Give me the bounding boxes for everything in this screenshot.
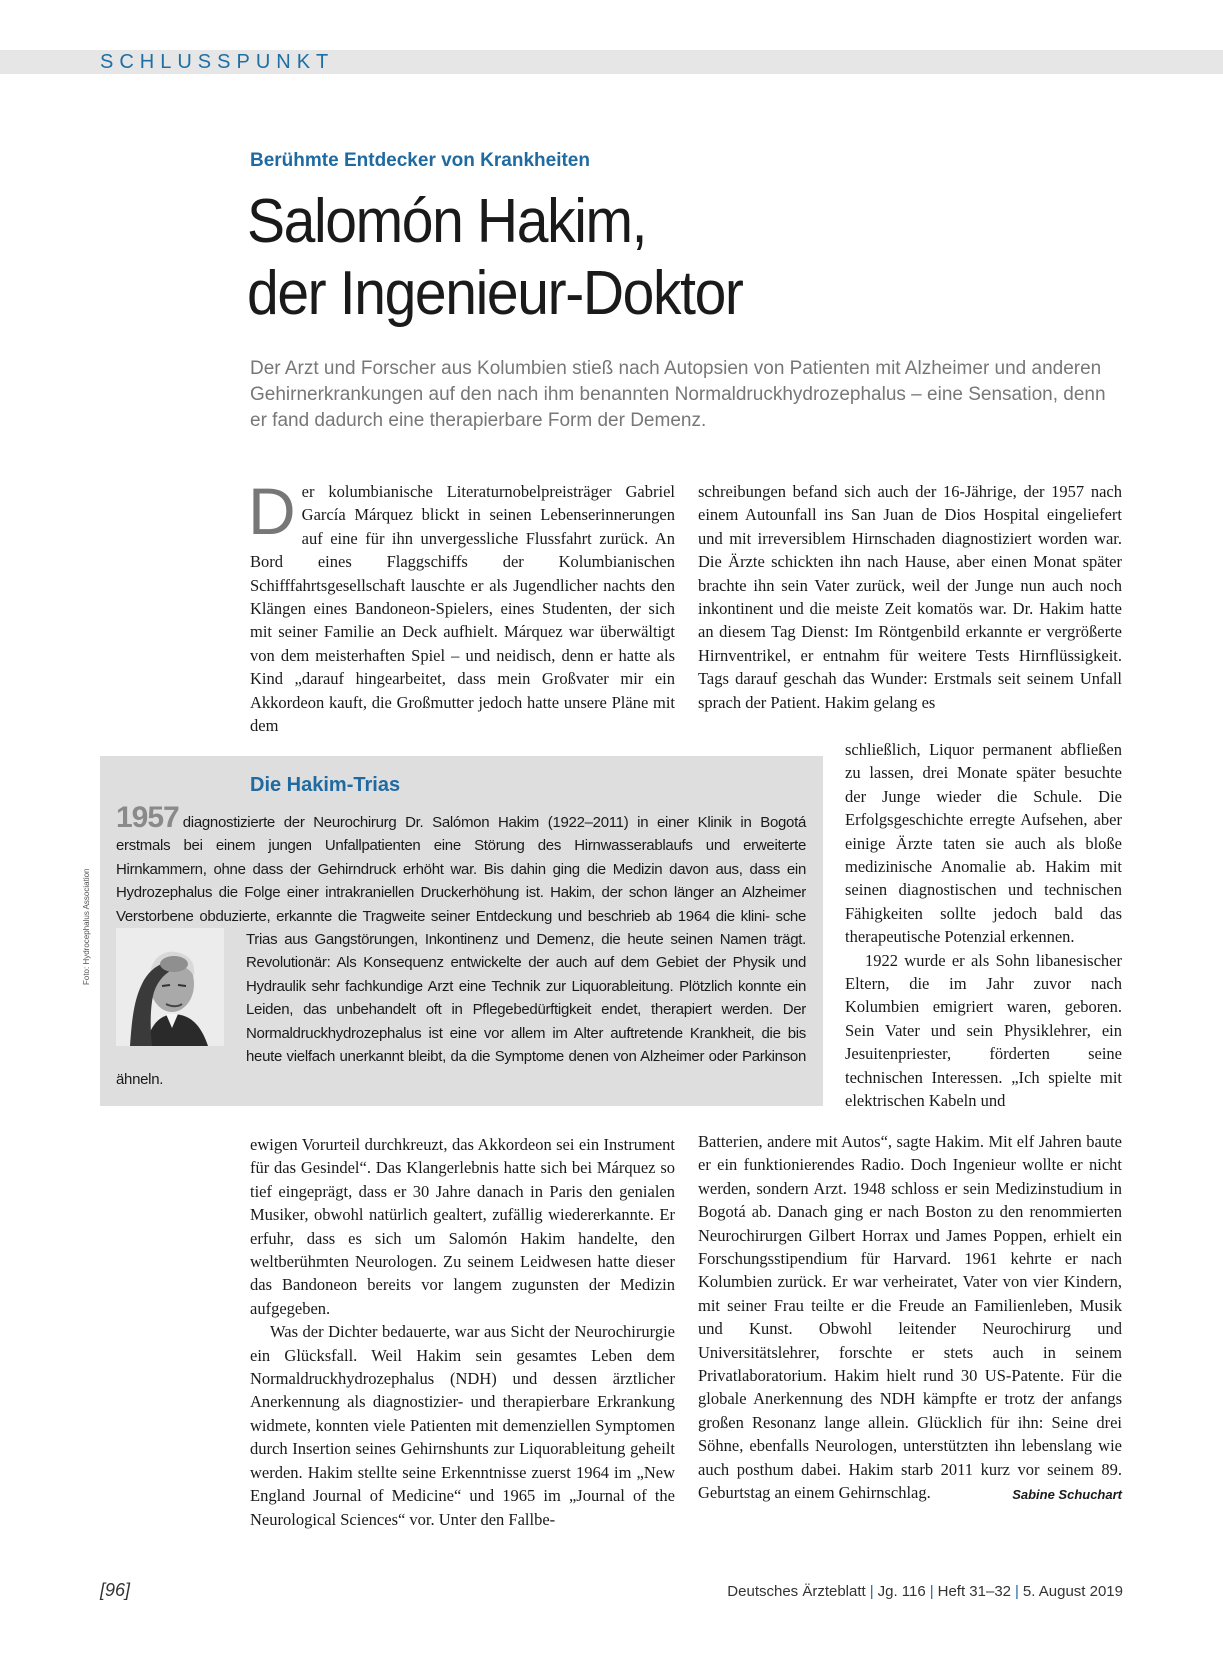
paragraph: ewigen Vorurteil durchkreuzt, das Akkordeon sei ein Instrument für das Gesindel“. Das Klangerlebnis hatte sich bei Márquez so tief eingeprägt, dass er 30 Jahre danach in Paris den genialen Musiker, obwohl natürlich gealtert, zufällig wiedererkannte. Er erfuhr, dass es sich um Salomón Hakim handelte, den weltberühmten Neurologen. Zu seinem Leidwesen hatte dieser das Bandoneon bereits vor langem zugunsten der Medizin aufgegeben.: [250, 1135, 675, 1318]
title-line-2: der Ingenieur-Doktor: [247, 259, 743, 328]
title-line-1: Salomón Hakim,: [247, 187, 647, 256]
info-box-year: 1957: [116, 801, 179, 834]
info-box-title: Die Hakim-Trias: [250, 774, 401, 796]
separator: |: [869, 1583, 874, 1600]
photo-credit: Foto: Hydrocephalus Association: [82, 868, 91, 985]
journal-issue: Heft 31–32: [937, 1583, 1011, 1600]
paragraph-text: Batterien, andere mit Autos“, sagte Hakim. Mit elf Jahren baute er ein funktionierendes Radio. Doch Ingenieur wollte er nicht werden, sondern Arzt. 1948 schloss er sein Medizinstudium in Bogotá ab. Danach ging er nach Boston zu den renommierten Neurochirurgen Gilbert Horrax und James Poppen, erhielt ein Forschungsstipendium für Harvard. 1961 kehrte er nach Kolumbien zurück. Er war verheiratet, Vater von vier Kindern, mit seiner Frau teilte er die Freude an Familienleben, Musik und Kunst. Obwohl leitender Neurochirurg und Universitätslehrer, forschte er stets auch in seinem Privatlaboratorium. Hakim hielt rund 30 US-Patente. Für die globale Anerkennung des NDH kämpfte er trotz der anfangs großen Resonanz lange allein. Glücklich für ihn: Seine drei Söhne, ebenfalls Neurologen, unterstützten ihn lebenslang wie auch posthum dabei. Hakim starb 2011 kurz vor seinem 89. Geburtstag an einem Gehirnschlag.: [698, 1132, 1122, 1503]
paragraph: 1922 wurde er als Sohn libanesischer Eltern, die im Jahr zuvor nach Kolumbien emigriert waren, geboren. Sein Vater und sein Physiklehrer, ein Jesuitenpriester, förderten seine technischen Interessen. „Ich spielte mit elektrischen Kabeln und: [845, 950, 1122, 1111]
section-label: SCHLUSSPUNKT: [100, 51, 335, 73]
portrait-illustration: [116, 928, 224, 1046]
paragraph: schreibungen befand sich auch der 16-Jährige, der 1957 nach einem Autounfall ins San Juan de Dios Hospital eingeliefert und mit irreversiblem Hirnschaden diagnostiziert worden war. Die Ärzte schickten ihn nach Hause, aber einen Monat später brachte ihn sein Vater zurück, weil der Junge nun auch noch inkontinent und die meiste Zeit komatös war. Dr. Hakim hatte an diesem Tag Dienst: Im Röntgenbild erkannte er vergrößerte Hirnventrikel, er entnahm für weitere Tests Hirnflüssigkeit. Tags darauf geschah das Wunder: Erstmals seit seinem Unfall sprach der Patient. Hakim gelang es: [698, 482, 1122, 712]
author-name: Sabine Schuchart: [1012, 1487, 1122, 1503]
article-lead: Der Arzt und Forscher aus Kolumbien stieß nach Autopsien von Patienten mit Alzheimer und anderen Gehirnerkrankungen auf den nach ihm benannten Normaldruckhydrozephalus – eine Sensation, denn er fand dadurch eine therapierbare Form der Demenz.: [250, 358, 1106, 431]
info-box-text: [116, 801, 806, 1092]
column-left-top: [248, 474, 675, 737]
column-right-bottom: [698, 1130, 1122, 1507]
journal-date: 5. August 2019: [1022, 1583, 1123, 1600]
paragraph: [698, 1130, 1122, 1505]
page-number: [96]: [100, 1580, 131, 1600]
separator: |: [1015, 1583, 1019, 1600]
journal-name: Deutsches Ärzteblatt: [727, 1583, 866, 1600]
journal-info: [727, 1583, 1123, 1600]
paragraph: Was der Dichter bedauerte, war aus Sicht der Neurochirurgie ein Glücksfall. Weil Hakim sein gesamtes Leben dem Normaldruckhydrozephalus (NDH) und dessen ärztlicher Anerkennung als diagnostizier- und therapierbare Erkrankung widmete, konnten viele Patienten mit demenziellen Symptomen durch Insertion seines Gehirnshunts zur Liquorableitung geheilt werden. Hakim stellte seine Erkenntnisse zuerst 1964 im „New England Journal of Medicine“ und 1965 im „Journal of the Neurological Sciences“ vor. Unter den Fallbe-: [250, 1322, 675, 1529]
separator: |: [929, 1583, 934, 1600]
info-box-text-part1: diagnostizierte der Neurochirurg Dr. Salómon Hakim (1922–2011) in einer Klinik in Bogotá erstmals bei einem jungen Unfallpatienten eine Störung des Hirnwasserablaufs und erweiterte Hirnkammern, ohne dass der Gehirndruck erhöht war. Bis dahin ging die Medizin davon aus, dass ein Hydrozephalus die Folge einer intrakraniellen Druckerhöhung ist. Hakim, der schon länger an Alzheimer Verstorbene obduzierte, erkannte die Tragweite seiner Entdeckung und beschrieb ab 1964 die klini-: [116, 814, 806, 925]
info-box-text-part2: sche Trias aus Gangstörungen, Inkontinenz und Demenz, die heute seinen Namen trägt. Revolutionär: Als Konsequenz entwickelte der auch auf dem Gebiet der Physik und Hydraulik sehr fachkundige Arzt eine Technik zur Liquorableitung. Plötzlich konnte ein Leiden, das unbehandelt oft in Pflegebedürftigkeit endet, therapiert werden. Der Normaldruckhydrozephalus ist eine vor allem im Alter auftretende Krankheit, die bis heute vielfach unerkannt bleibt, da die Symptome denen von Alzheimer oder Parkinson ähneln.: [116, 907, 806, 1089]
portrait-photo: [116, 928, 224, 1046]
article-title: [247, 186, 743, 330]
column-right-top: [698, 480, 1122, 714]
column-right-middle: [845, 738, 1122, 1113]
paragraph-text: er kolumbianische Literaturnobelpreisträger Gabriel García Márquez blickt in seinen Lebenserinnerungen auf eine für ihn unvergessliche Flussfahrt zurück. An Bord eines Flaggschiffs der Kolumbianischen Schifffahrtsgesellschaft lauschte er als Jugendlicher nachts den Klängen eines Bandoneon-Spielers, eines Studenten, der sich mit seiner Familie an Deck aufhielt. Márquez war überwältigt von dem meisterhaften Spiel – und neidisch, denn er hatte als Kind „darauf hingearbeitet, dass mein Großvater mir ein Akkordeon kauft, die Großmutter jedoch hatte unsere Pläne mit dem: [250, 482, 675, 736]
paragraph: [248, 474, 675, 737]
journal-volume: Jg. 116: [877, 1583, 926, 1600]
info-box: [100, 756, 823, 1106]
article-kicker: Berühmte Entdecker von Krankheiten: [250, 150, 590, 171]
drop-cap: D: [248, 474, 296, 548]
paragraph: schließlich, Liquor permanent abfließen zu lassen, drei Monate später besuchte der Junge wieder die Schule. Die Erfolgsgeschichte erregte Aufsehen, aber einige Ärzte taten sie auch als bloße medizinische Anomalie ab. Hakim mit seinen diagnostischen und technischen Fähigkeiten sollte jedoch bald das therapeutische Potenzial erkennen.: [845, 740, 1122, 947]
column-left-bottom: [250, 1133, 675, 1531]
